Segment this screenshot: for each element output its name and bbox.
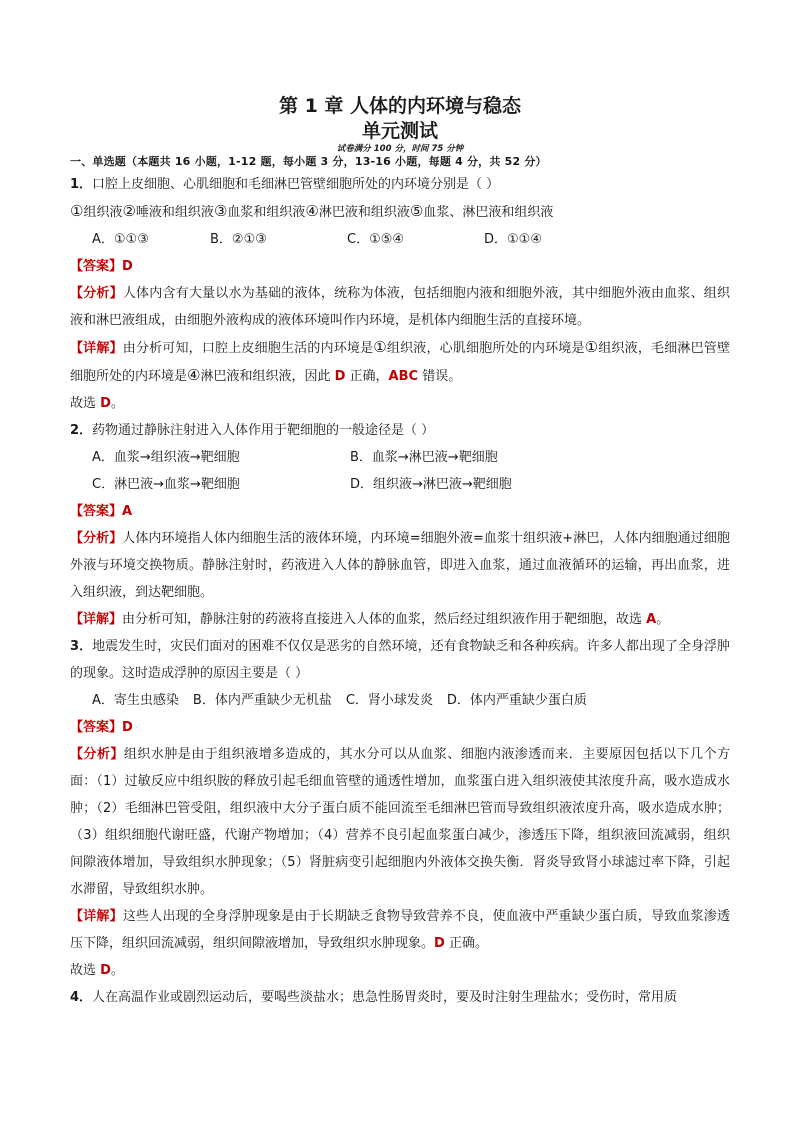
question-text: 地震发生时，灾民们面对的困难不仅仅是恶劣的自然环境，还有食物缺乏和各种疾病。许多人都出现了全身浮肿的现象。这时造成浮肿的原因主要是（ ） — [70, 639, 730, 681]
option-c: C．肾小球发炎 — [345, 693, 433, 708]
item-mark: ③ — [213, 202, 228, 220]
answer-value: D — [122, 720, 133, 735]
item-mark: ④ — [305, 202, 319, 220]
detail-text: 正确。 — [444, 936, 488, 951]
analysis-paragraph — [70, 741, 730, 903]
item-mark: ① — [373, 338, 387, 356]
option-c: C．①⑤④ — [347, 232, 405, 247]
option-b: B．②①③ — [210, 232, 267, 247]
detail-text: 由分析可知，静脉注射的药液将直接进入人体的血浆，然后经过组织液作用于靶细胞，故选 — [122, 612, 647, 627]
item-mark: ④ — [187, 366, 201, 384]
answer-tag: 【答案】 — [70, 259, 123, 274]
question-number: 4． — [70, 990, 93, 1005]
option-b: B．体内严重缺少无机盐 — [192, 693, 332, 708]
question-1-items — [70, 198, 730, 226]
exam-meta: 试卷满分 100 分，时间 75 分钟 — [336, 144, 464, 154]
analysis-paragraph — [70, 525, 730, 606]
answer-tag: 【答案】 — [70, 720, 123, 735]
item-mark: ① — [584, 338, 599, 356]
option-d: D．体内严重缺少蛋白质 — [446, 693, 587, 708]
detail-text: 组织液，毛细淋巴管壁细胞所处的内环境是 — [70, 341, 730, 384]
answer-line — [70, 498, 730, 525]
analysis-tag: 【分析】 — [70, 747, 124, 762]
highlight-letter: D — [334, 369, 346, 384]
question-text: 药物通过静脉注射进入人体作用于靶细胞的一般途径是（ ） — [92, 423, 435, 438]
option-d: D．组织液→淋巴液→靶细胞 — [350, 477, 512, 492]
item-text: 淋巴液和组织液 — [318, 205, 410, 220]
item-text: 唾液和组织液 — [135, 205, 214, 220]
question-number: 2． — [70, 423, 93, 438]
detail-paragraph — [70, 334, 730, 390]
detail-text: 。 — [656, 612, 670, 627]
section-heading: 一、单选题（本题共 16 小题，1-12 题，每小题 3 分，13-16 小题，每题 4 分，共 52 分） — [70, 155, 547, 168]
item-mark: ⑤ — [409, 202, 424, 220]
question-1-options — [70, 226, 730, 253]
option-a: A．①①③ — [92, 232, 149, 247]
option-a: A．寄生虫感染 — [92, 693, 179, 708]
question-1-stem — [70, 171, 730, 198]
question-2-options-row-2 — [70, 471, 730, 498]
item-text: 血浆和组织液 — [227, 205, 306, 220]
question-number: 1． — [70, 177, 93, 192]
detail-text: 组织液，心肌细胞所处的内环境是 — [386, 341, 585, 356]
analysis-tag: 【分析】 — [70, 286, 123, 301]
item-text: 血浆、淋巴液和组织液 — [423, 205, 554, 220]
highlight-letter: D — [100, 396, 111, 411]
analysis-paragraph — [70, 280, 730, 334]
detail-tag: 【详解】 — [70, 909, 123, 924]
detail-tag: 【详解】 — [70, 341, 123, 356]
detail-text: 这些人出现的全身浮肿现象是由于长期缺乏食物导致营养不良，使血液中严重缺少蛋白质，导致血浆渗透压下降，组织回流减弱，组织间隙液增加，导致组织水肿现象。 — [70, 909, 730, 951]
conclusion-line — [70, 957, 730, 984]
highlight-letter: A — [646, 612, 657, 627]
analysis-text: 人体内含有大量以水为基础的液体，统称为体液，包括细胞内液和细胞外液，其中细胞外液由血浆、组织液和淋巴液组成，由细胞外液构成的液体环境叫作内环境，是机体内细胞生活的直接环境。 — [70, 286, 730, 328]
conclusion-text: 。 — [110, 396, 124, 411]
highlight-letter: D — [100, 963, 111, 978]
detail-text: 由分析可知，口腔上皮细胞生活的内环境是 — [122, 341, 374, 356]
item-text: 组织液 — [83, 205, 123, 220]
question-2-stem — [70, 417, 730, 444]
answer-line — [70, 714, 730, 741]
option-b: B．血浆→淋巴液→靶细胞 — [350, 450, 498, 465]
option-c: C．淋巴液→血浆→靶细胞 — [92, 477, 240, 492]
option-a: A．血浆→组织液→靶细胞 — [92, 450, 240, 465]
item-mark: ① — [70, 202, 84, 220]
conclusion-text: 。 — [110, 963, 124, 978]
answer-value: A — [122, 504, 133, 519]
document-subtitle: 单元测试 — [361, 120, 438, 142]
question-3-stem — [70, 633, 730, 687]
detail-paragraph — [70, 606, 730, 633]
question-text: 口腔上皮细胞、心肌细胞和毛细淋巴管壁细胞所处的内环境分别是（ ） — [92, 177, 500, 192]
answer-tag: 【答案】 — [70, 504, 123, 519]
analysis-text: 人体内环境指人体内细胞生活的液体环境，内环境=细胞外液=血浆十组织液+淋巴，人体内细胞通过细胞外液与环境交换物质。静脉注射时，药液进入人体的静脉血管，即进入血浆，通过血液循环的运输，再出血浆，进入组织液，到达靶细胞。 — [70, 531, 730, 600]
question-4-stem — [70, 984, 730, 1011]
detail-paragraph — [70, 903, 730, 957]
conclusion-text: 故选 — [70, 963, 101, 978]
highlight-letter: ABC — [388, 369, 419, 384]
question-2-options-row-1 — [70, 444, 730, 471]
detail-tag: 【详解】 — [70, 612, 123, 627]
option-d: D．①①④ — [484, 232, 542, 247]
item-mark: ② — [122, 202, 136, 220]
answer-value: D — [122, 259, 133, 274]
detail-text: 错误。 — [418, 369, 462, 384]
question-number: 3． — [70, 639, 93, 654]
highlight-letter: D — [434, 936, 445, 951]
page-content — [70, 93, 730, 1011]
question-text: 人在高温作业或剧烈运动后，要喝些淡盐水；患急性肠胃炎时，要及时注射生理盐水；受伤时，常用质 — [92, 990, 678, 1005]
analysis-tag: 【分析】 — [70, 531, 123, 546]
conclusion-line — [70, 390, 730, 417]
conclusion-text: 故选 — [70, 396, 101, 411]
detail-text: 正确， — [345, 369, 389, 384]
detail-text: 淋巴液和组织液，因此 — [200, 369, 335, 384]
answer-line — [70, 253, 730, 280]
question-3-options — [70, 687, 730, 714]
analysis-text: 组织水肿是由于组织液增多造成的，其水分可以从血浆、细胞内液渗透而来．主要原因包括以下几个方面：（1）过敏反应中组织胺的释放引起毛细血管壁的通透性增加，血浆蛋白进入组织液使其浓度升高，吸水造成水肿；（2）毛细淋巴管受阻，组织液中大分子蛋白质不能回流至毛细淋巴管而导致组织液浓度升高，吸水造成水肿；（3）组织细胞代谢旺盛，代谢产物增加；（4）营养不良引起血浆蛋白减少，渗透压下降，组织液回流减弱，组织间隙液体增加，导致组织水肿现象；（5）肾脏病变引起细胞内外液体交换失衡．肾炎导致肾小球滤过率下降，引起水滞留，导致组织水肿。 — [70, 747, 730, 897]
document-title: 第 1 章 人体的内环境与稳态 — [278, 95, 522, 117]
